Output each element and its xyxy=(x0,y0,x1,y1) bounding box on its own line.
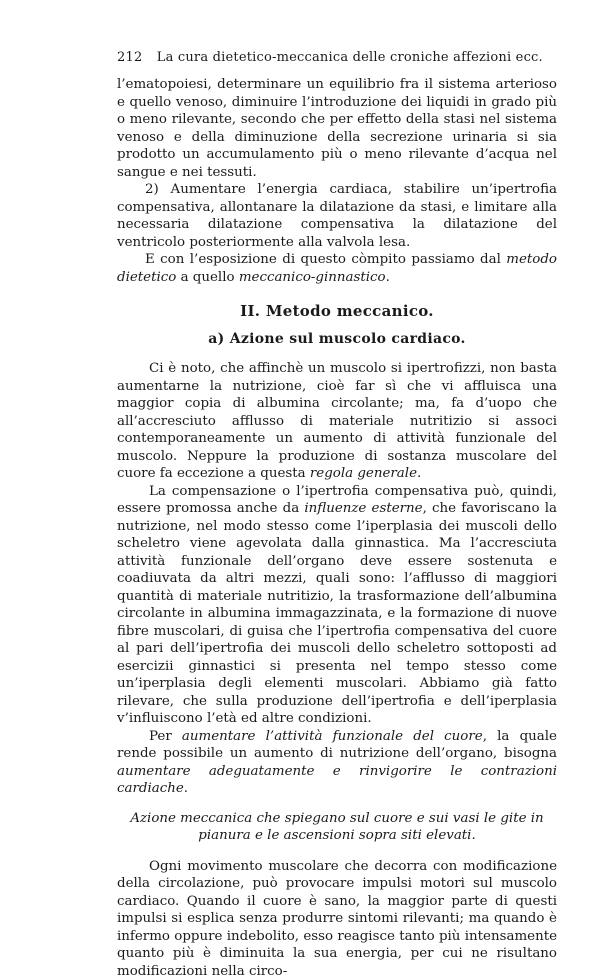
paragraph-movement: Ogni movimento muscolare che decorra con modificazione della circolazione, può provocare impulsi motori sul muscolo cardiaco. Quando il cuore è sano, la maggior parte di questi impulsi si esplica senza produrre sintomi rilevanti; ma quando è infermo oppure indebolito, esso reagisce tanto più intensamente quanto più è diminuita la sua energia, per cui ne risultano modificazioni nella circo- xyxy=(117,858,557,980)
p6-start: Per xyxy=(149,729,182,744)
p5-emphasis: influenze esterne xyxy=(304,501,422,516)
paragraph-compensation xyxy=(117,483,557,728)
paragraph-function xyxy=(117,728,557,798)
p3-mid: a quello xyxy=(176,270,239,285)
subsection-heading: a) Azione sul muscolo cardiaco. xyxy=(117,331,557,349)
p4-end: . xyxy=(417,466,421,481)
page-number: 212 xyxy=(117,50,142,65)
paragraph-continued: l’ematopoiesi, determinare un equilibrio fra il sistema arterioso e quello venoso, diminuire l’introduzione dei liquidi in grado più o meno rilevante, secondo che per effetto della stasi nel sistema venoso e della diminuzione della secrezione urinaria si sia prodotto un accumulamento più o meno rilevante d’acqua nel sangue e nei tessuti. xyxy=(117,76,557,181)
p3-end: . xyxy=(386,270,390,285)
p3-start: E con l’esposizione di questo còmpito passiamo dal xyxy=(145,252,506,267)
italic-subheading: Azione meccanica che spiegano sul cuore e sui vasi le gite in pianura e le ascensioni sopra siti elevati. xyxy=(117,810,557,845)
p4-emphasis: regola generale xyxy=(310,466,417,481)
p4-start: Ci è noto, che affinchè un muscolo si ipertrofizzi, non basta aumentarne la nutrizione, cioè far sì che vi affluisca una maggior copia di albumina circolante; ma, fa d’uopo che all’accresciuto afflusso di materiale nutritizio si associ contemporaneamente un aumento di attività funzionale del muscolo. Neppure la produzione di sostanza muscolare del cuore fa eccezione a questa xyxy=(117,361,557,481)
p5-end: , che favoriscano la nutrizione, nel modo stesso come l’iperplasia dei muscoli dello scheletro viene agevolata dalla ginnastica. Ma l’accresciuta attività funzionale dell’organo deve essere sostenuta e coadiuvata da altri mezzi, quali sono: l’afflusso di maggiori quantità di materiale nutritizio, la trasformazione dell’albumina circolante in albumina immagazzinata, e la formazione di nuove fibre muscolari, di guisa che l’ipertrofia compensativa del cuore al pari dell’ipertrofia dei muscoli dello scheletro sottoposti ad esercizii ginnastici si presenta nel tempo stesso come un’iperplasia degli elementi muscolari. Abbiamo già fatto rilevare, che sulla produzione dell’ipertrofia e dell’iperplasia v’influiscono l’età ed altre condizioni. xyxy=(117,501,557,726)
p5-start: La compensazione o l’ipertrofia compensativa può, quindi, essere promossa anche da xyxy=(117,484,557,517)
p3-emphasis-dietetic: metodo dietetico xyxy=(117,252,557,285)
running-title: La cura dietetico-meccanica delle croniche affezioni ecc. xyxy=(157,50,543,65)
paragraph-hypertrophy xyxy=(117,360,557,483)
p3-emphasis-mechanical: meccanico-ginnastico xyxy=(239,270,386,285)
body-text xyxy=(117,76,557,980)
p6-mid: , la quale rende possibile un aumento di nutrizione dell’organo, bisogna xyxy=(117,729,557,762)
paragraph-transition xyxy=(117,251,557,286)
p6-end: . xyxy=(184,781,188,796)
p6-emphasis-contractions: aumentare adeguatamente e rinvigorire le contrazioni cardiache xyxy=(117,764,557,797)
p6-emphasis-activity: aumentare l’attività funzionale del cuore xyxy=(182,729,483,744)
running-header xyxy=(117,50,557,65)
section-heading: II. Metodo meccanico. xyxy=(117,303,557,321)
paragraph-point-2: 2) Aumentare l’energia cardiaca, stabilire un’ipertrofia compensativa, allontanare la dilatazione da stasi, e limitare alla necessaria dilatazione compensativa la dilatazione del ventricolo posteriormente alla valvola lesa. xyxy=(117,181,557,251)
